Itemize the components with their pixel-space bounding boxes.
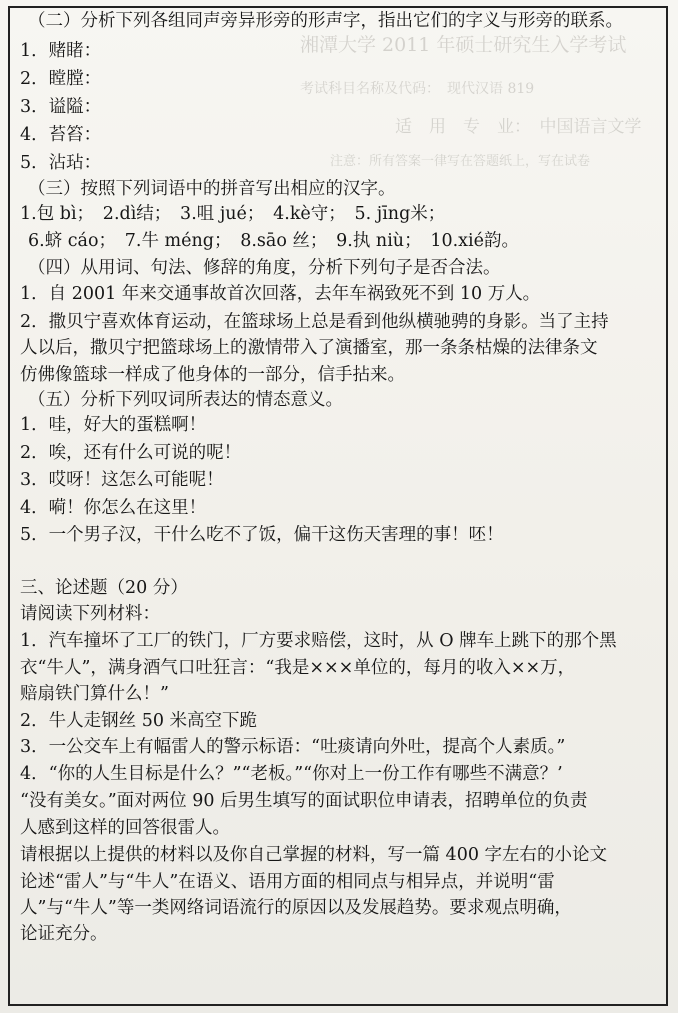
material-item: 赔扇铁门算什么！”	[20, 684, 169, 704]
section-heading: 三、论述题（20 分）	[20, 578, 188, 598]
question-item: 2．瞠膛：	[20, 69, 102, 89]
question-item: 4．苔笞：	[20, 125, 102, 145]
material-item: 1．汽车撞坏了工厂的铁门，厂方要求赔偿，这时，从 O 牌车上跳下的那个黑	[20, 631, 617, 651]
section-heading: （四）从用词、句法、修辞的角度，分析下列句子是否合法。	[28, 258, 501, 278]
bleed-through-text: 考试科目名称及代码： 现代汉语 819	[300, 81, 535, 97]
question-item: 4．嗬！你怎么在这里！	[20, 498, 207, 518]
instruction-text: 人”与“牛人”等一类网络词语流行的原因以及发展趋势。要求观点明确，	[20, 898, 572, 918]
question-item: 1．自 2001 年来交通事故首次回落，去年车祸致死不到 10 万人。	[20, 284, 541, 304]
instruction-text: 请根据以上提供的材料以及你自己掌握的材料，写一篇 400 字左右的小论文	[20, 845, 608, 865]
question-item: 1.包 bì； 2.dì结； 3.咀 jué； 4.kè守； 5. jīng米；	[20, 204, 446, 224]
instruction-text: 论述“雷人”与“牛人”在语义、语用方面的相同点与相异点，并说明“雷	[20, 872, 555, 892]
question-item: 人以后，撒贝宁把篮球场上的激情带入了演播室，那一条条枯燥的法律条文	[20, 338, 598, 358]
section-heading: （五）分析下列叹词所表达的情态意义。	[28, 390, 343, 410]
instruction-text: 论证充分。	[20, 924, 108, 944]
bleed-through-text: 适 用 专 业： 中国语言文学	[395, 117, 642, 137]
material-item: “没有美女。”面对两位 90 后男生填写的面试职位申请表，招聘单位的负责	[20, 791, 588, 811]
material-item: 2．牛人走钢丝 50 米高空下跪	[20, 711, 258, 731]
material-item: 人感到这样的回答很雷人。	[20, 818, 230, 838]
question-item: 仿佛像篮球一样成了他身体的一部分，信手拈来。	[20, 365, 405, 385]
question-item: 5．沾玷：	[20, 153, 102, 173]
bleed-through-text: 湘潭大学 2011 年硕士研究生入学考试	[300, 34, 627, 56]
material-item: 4．“你的人生目标是什么？”“老板。”“你对上一份工作有哪些不满意？’	[20, 764, 563, 784]
section-heading: （二）分析下列各组同声旁异形旁的形声字，指出它们的字义与形旁的联系。	[28, 11, 623, 31]
material-item: 3．一公交车上有幅雷人的警示标语：“吐痰请向外吐，提高个人素质。”	[20, 737, 566, 757]
material-item: 衣“牛人”，满身酒气口吐狂言：“我是×××单位的，每月的收入××万，	[20, 658, 576, 678]
question-item: 3．谥隘：	[20, 97, 102, 117]
question-item: 3．哎呀！这怎么可能呢！	[20, 470, 224, 490]
instruction-text: 请阅读下列材料：	[20, 604, 160, 624]
section-heading: （三）按照下列词语中的拼音写出相应的汉字。	[28, 179, 396, 199]
question-item: 2．撒贝宁喜欢体育运动，在篮球场上总是看到他纵横驰骋的身影。当了主持	[20, 312, 609, 332]
question-item: 2．唉，还有什么可说的呢！	[20, 443, 242, 463]
question-item: 5．一个男子汉，干什么吃不了饭，偏干这伤天害理的事！呸！	[20, 525, 504, 545]
question-item: 1．哇，好大的蛋糕啊！	[20, 415, 207, 435]
question-item: 6.蛴 cáo； 7.牛 méng； 8.sāo 丝； 9.执 niù； 10.xié韵。	[28, 231, 519, 251]
question-item: 1．赌睹：	[20, 41, 102, 61]
bleed-through-text: 注意：所有答案一律写在答题纸上，写在试卷	[330, 154, 591, 169]
